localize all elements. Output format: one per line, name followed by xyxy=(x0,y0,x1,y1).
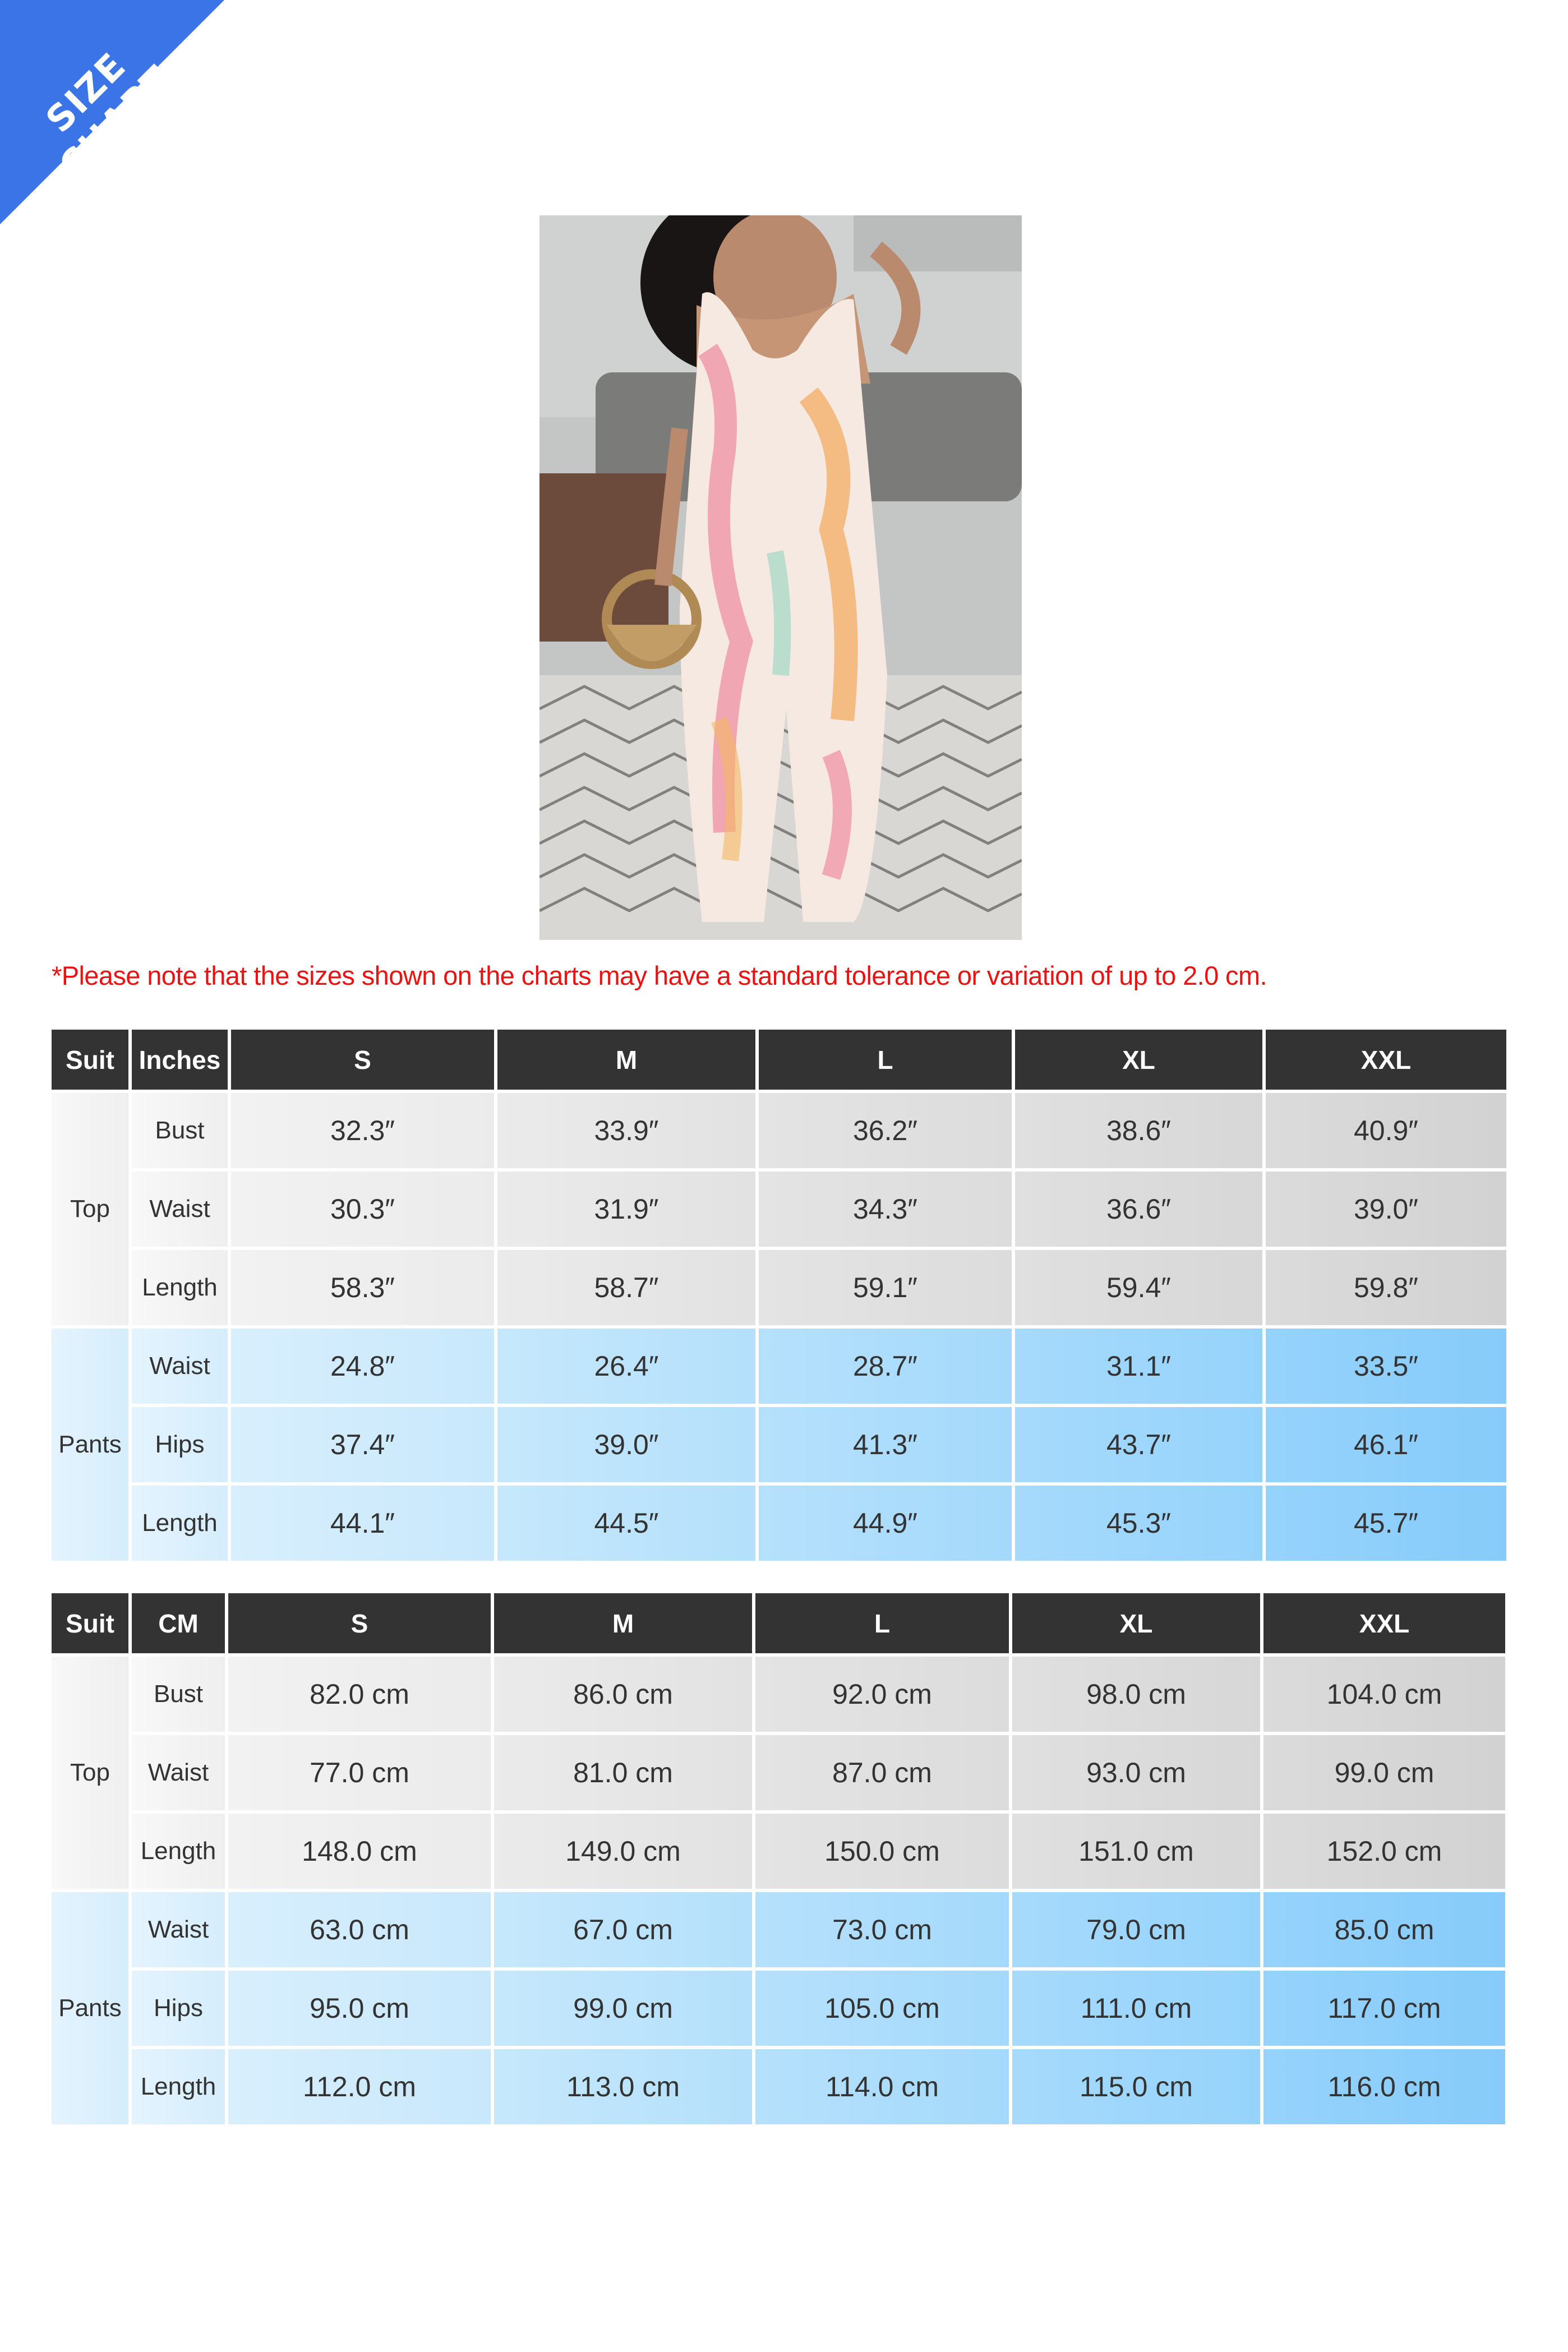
size-value: 85.0 cm xyxy=(1263,1892,1505,1967)
size-value: 87.0 cm xyxy=(755,1735,1009,1810)
table-row xyxy=(52,1407,1506,1482)
size-value: 24.8″ xyxy=(231,1329,494,1404)
size-value: 105.0 cm xyxy=(755,1971,1009,2046)
size-value: 30.3″ xyxy=(231,1172,494,1247)
size-value: 73.0 cm xyxy=(755,1892,1009,1967)
size-value: 99.0 cm xyxy=(1263,1735,1505,1810)
size-value: 58.3″ xyxy=(231,1250,494,1325)
size-value: 114.0 cm xyxy=(755,2049,1009,2124)
size-value: 98.0 cm xyxy=(1012,1657,1260,1732)
column-header-size: M xyxy=(497,1030,755,1090)
size-value: 32.3″ xyxy=(231,1093,494,1168)
size-value: 33.5″ xyxy=(1266,1329,1506,1404)
size-value: 113.0 cm xyxy=(494,2049,752,2124)
size-value: 95.0 cm xyxy=(228,1971,491,2046)
table-row xyxy=(52,2049,1505,2124)
size-value: 77.0 cm xyxy=(228,1735,491,1810)
column-header-size: S xyxy=(231,1030,494,1090)
column-header-unit: CM xyxy=(132,1593,225,1653)
measure-label: Length xyxy=(132,1250,228,1325)
product-photo xyxy=(539,215,1022,940)
column-header-size: S xyxy=(228,1593,491,1653)
size-value: 82.0 cm xyxy=(228,1657,491,1732)
size-value: 92.0 cm xyxy=(755,1657,1009,1732)
column-header-size: XXL xyxy=(1263,1593,1505,1653)
size-value: 44.9″ xyxy=(759,1486,1012,1561)
size-value: 151.0 cm xyxy=(1012,1814,1260,1889)
size-value: 41.3″ xyxy=(759,1407,1012,1482)
size-value: 104.0 cm xyxy=(1263,1657,1505,1732)
measure-label: Waist xyxy=(132,1735,225,1810)
table-row xyxy=(52,1093,1506,1168)
table-row xyxy=(52,1250,1506,1325)
column-header-suit: Suit xyxy=(52,1030,128,1090)
measure-label: Waist xyxy=(132,1172,228,1247)
measure-label: Length xyxy=(132,2049,225,2124)
size-value: 150.0 cm xyxy=(755,1814,1009,1889)
size-value: 112.0 cm xyxy=(228,2049,491,2124)
table-row xyxy=(52,1329,1506,1404)
column-header-size: M xyxy=(494,1593,752,1653)
size-value: 79.0 cm xyxy=(1012,1892,1260,1967)
size-value: 58.7″ xyxy=(497,1250,755,1325)
size-value: 28.7″ xyxy=(759,1329,1012,1404)
table-row xyxy=(52,1486,1506,1561)
column-header-size: L xyxy=(759,1030,1012,1090)
table-header-row xyxy=(52,1593,1505,1653)
size-value: 148.0 cm xyxy=(228,1814,491,1889)
measure-label: Waist xyxy=(132,1892,225,1967)
group-label-top: Top xyxy=(52,1657,128,1889)
size-table-cm xyxy=(48,1590,1509,2128)
size-value: 46.1″ xyxy=(1266,1407,1506,1482)
size-chart-badge-label: SIZE CHART xyxy=(38,45,180,187)
size-value: 44.1″ xyxy=(231,1486,494,1561)
table-row xyxy=(52,1971,1505,2046)
size-value: 45.7″ xyxy=(1266,1486,1506,1561)
size-value: 34.3″ xyxy=(759,1172,1012,1247)
size-value: 149.0 cm xyxy=(494,1814,752,1889)
size-value: 45.3″ xyxy=(1015,1486,1262,1561)
table-row xyxy=(52,1735,1505,1810)
group-label-top: Top xyxy=(52,1093,128,1325)
size-value: 33.9″ xyxy=(497,1093,755,1168)
size-value: 39.0″ xyxy=(497,1407,755,1482)
size-value: 59.4″ xyxy=(1015,1250,1262,1325)
size-value: 31.9″ xyxy=(497,1172,755,1247)
size-value: 115.0 cm xyxy=(1012,2049,1260,2124)
size-value: 117.0 cm xyxy=(1263,1971,1505,2046)
measure-label: Hips xyxy=(132,1971,225,2046)
table-row xyxy=(52,1892,1505,1967)
size-value: 59.1″ xyxy=(759,1250,1012,1325)
size-value: 93.0 cm xyxy=(1012,1735,1260,1810)
size-value: 43.7″ xyxy=(1015,1407,1262,1482)
size-value: 59.8″ xyxy=(1266,1250,1506,1325)
column-header-size: XL xyxy=(1012,1593,1260,1653)
measure-label: Hips xyxy=(132,1407,228,1482)
size-value: 39.0″ xyxy=(1266,1172,1506,1247)
size-value: 40.9″ xyxy=(1266,1093,1506,1168)
table-header-row xyxy=(52,1030,1506,1090)
measure-label: Length xyxy=(132,1814,225,1889)
size-value: 81.0 cm xyxy=(494,1735,752,1810)
size-value: 36.6″ xyxy=(1015,1172,1262,1247)
size-value: 38.6″ xyxy=(1015,1093,1262,1168)
column-header-suit: Suit xyxy=(52,1593,128,1653)
product-photo-illustration xyxy=(539,215,1022,940)
size-value: 44.5″ xyxy=(497,1486,755,1561)
table-row xyxy=(52,1172,1506,1247)
size-value: 37.4″ xyxy=(231,1407,494,1482)
size-value: 116.0 cm xyxy=(1263,2049,1505,2124)
size-value: 36.2″ xyxy=(759,1093,1012,1168)
size-value: 86.0 cm xyxy=(494,1657,752,1732)
group-label-pants: Pants xyxy=(52,1329,128,1561)
measure-label: Bust xyxy=(132,1093,228,1168)
size-value: 67.0 cm xyxy=(494,1892,752,1967)
column-header-size: XXL xyxy=(1266,1030,1506,1090)
measure-label: Length xyxy=(132,1486,228,1561)
table-row xyxy=(52,1814,1505,1889)
table-row xyxy=(52,1657,1505,1732)
size-value: 111.0 cm xyxy=(1012,1971,1260,2046)
column-header-size: XL xyxy=(1015,1030,1262,1090)
column-header-size: L xyxy=(755,1593,1009,1653)
size-table-inches xyxy=(48,1026,1510,1564)
column-header-unit: Inches xyxy=(132,1030,228,1090)
size-value: 152.0 cm xyxy=(1263,1814,1505,1889)
measure-label: Waist xyxy=(132,1329,228,1404)
measure-label: Bust xyxy=(132,1657,225,1732)
size-value: 31.1″ xyxy=(1015,1329,1262,1404)
tolerance-note: *Please note that the sizes shown on the charts may have a standard tolerance or variation of up to 2.0 cm. xyxy=(52,961,1267,990)
size-value: 63.0 cm xyxy=(228,1892,491,1967)
size-value: 99.0 cm xyxy=(494,1971,752,2046)
group-label-pants: Pants xyxy=(52,1892,128,2124)
size-value: 26.4″ xyxy=(497,1329,755,1404)
